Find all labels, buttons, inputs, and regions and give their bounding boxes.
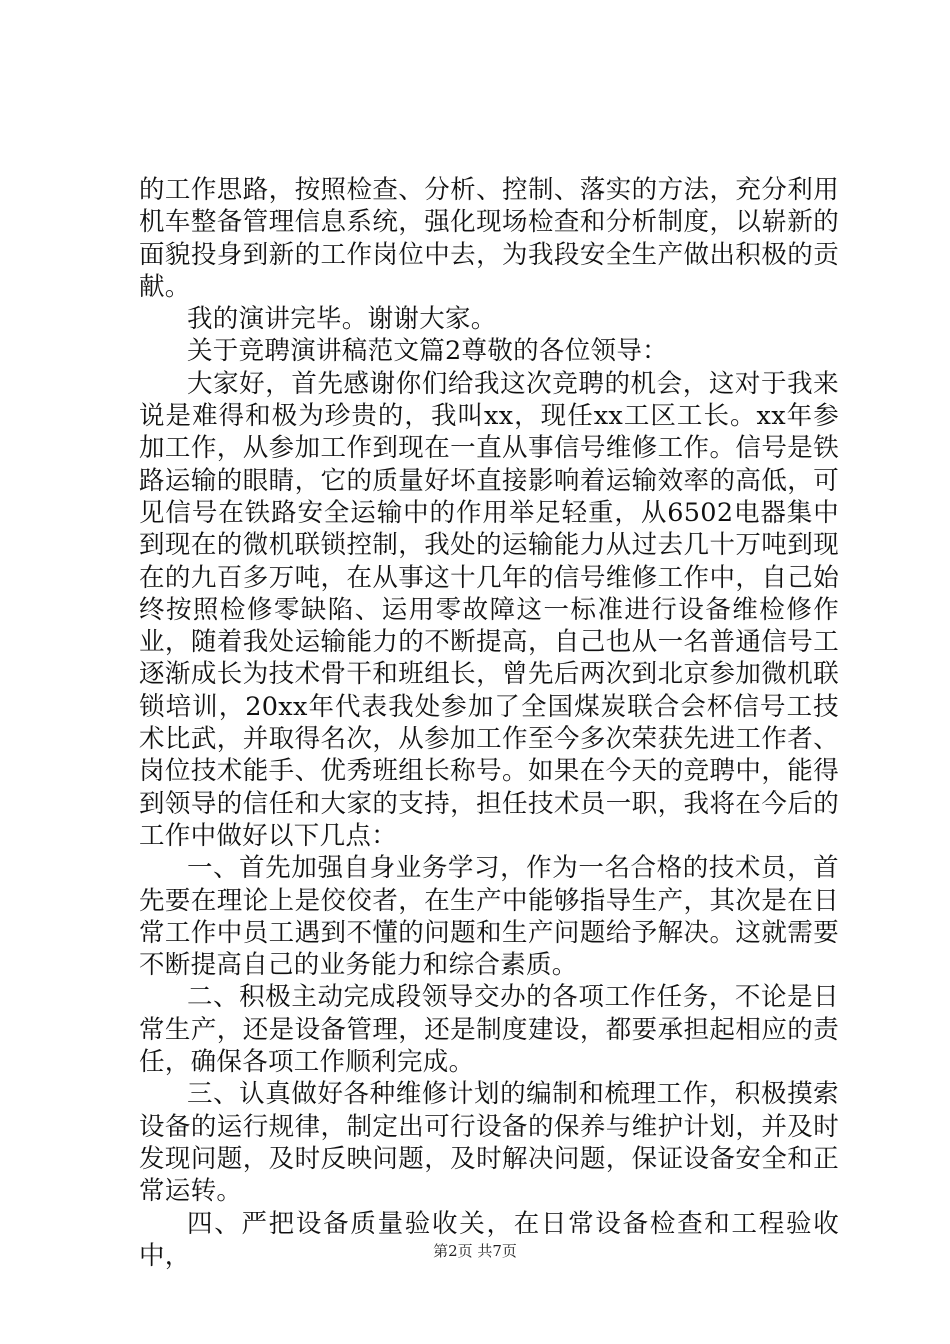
paragraph-2: 我的演讲完毕。谢谢大家。 — [187, 304, 497, 335]
paragraph-6: 二、积极主动完成段领导交办的各项工作任务，不论是日常生产，还是设备管理，还是制度建设，都要承担起相应的责任，确保各项工作顺利完成。 — [139, 982, 839, 1078]
paragraph-3: 关于竞聘演讲稿范文篇2尊敬的各位领导： — [187, 336, 668, 367]
paragraph-5: 一、首先加强自身业务学习，作为一名合格的技术员，首先要在理论上是佼佼者，在生产中能够指导生产，其次是在日常工作中员工遇到不懂的问题和生产问题给予解决。这就需要不断提高自己的业务能力和综合素质。 — [139, 853, 839, 981]
paragraph-7: 三、认真做好各种维修计划的编制和梳理工作，积极摸索设备的运行规律，制定出可行设备的保养与维护计划，并及时发现问题，及时反映问题，及时解决问题，保证设备安全和正常运转。 — [139, 1079, 839, 1207]
page-footer: 第2页 共7页 — [433, 1242, 517, 1260]
paragraph-4: 大家好，首先感谢你们给我这次竞聘的机会，这对于我来说是难得和极为珍贵的，我叫xx，现任xx工区工长。xx年参加工作，从参加工作到现在一直从事信号维修工作。信号是铁路运输的眼睛，它的质量好坏直接影响着运输效率的高低，可见信号在铁路安全运输中的作用举足轻重，从6502电器集中到现在的微机联锁控制，我处的运输能力从过去几十万吨到现在的九百多万吨，在从事这十几年的信号维修工作中，自己始终按照检修零缺陷、运用零故障这一标准进行设备维检修作业，随着我处运输能力的不断提高，自己也从一名普通信号工逐渐成长为技术骨干和班组长，曾先后两次到北京参加微机联锁培训，20xx年代表我处参加了全国煤炭联合会杯信号工技术比武，并取得名次，从参加工作至今多次荣获先进工作者、岗位技术能手、优秀班组长称号。如果在今天的竞聘中，能得到领导的信任和大家的支持，担任技术员一职，我将在今后的工作中做好以下几点： — [139, 368, 839, 851]
paragraph-1: 的工作思路，按照检查、分析、控制、落实的方法，充分利用机车整备管理信息系统，强化现场检查和分析制度，以崭新的面貌投身到新的工作岗位中去，为我段安全生产做出积极的贡献。 — [139, 175, 839, 302]
document-body — [139, 174, 839, 1272]
paragraph-8: 四、严把设备质量验收关，在日常设备检查和工程验收中， — [139, 1208, 839, 1271]
